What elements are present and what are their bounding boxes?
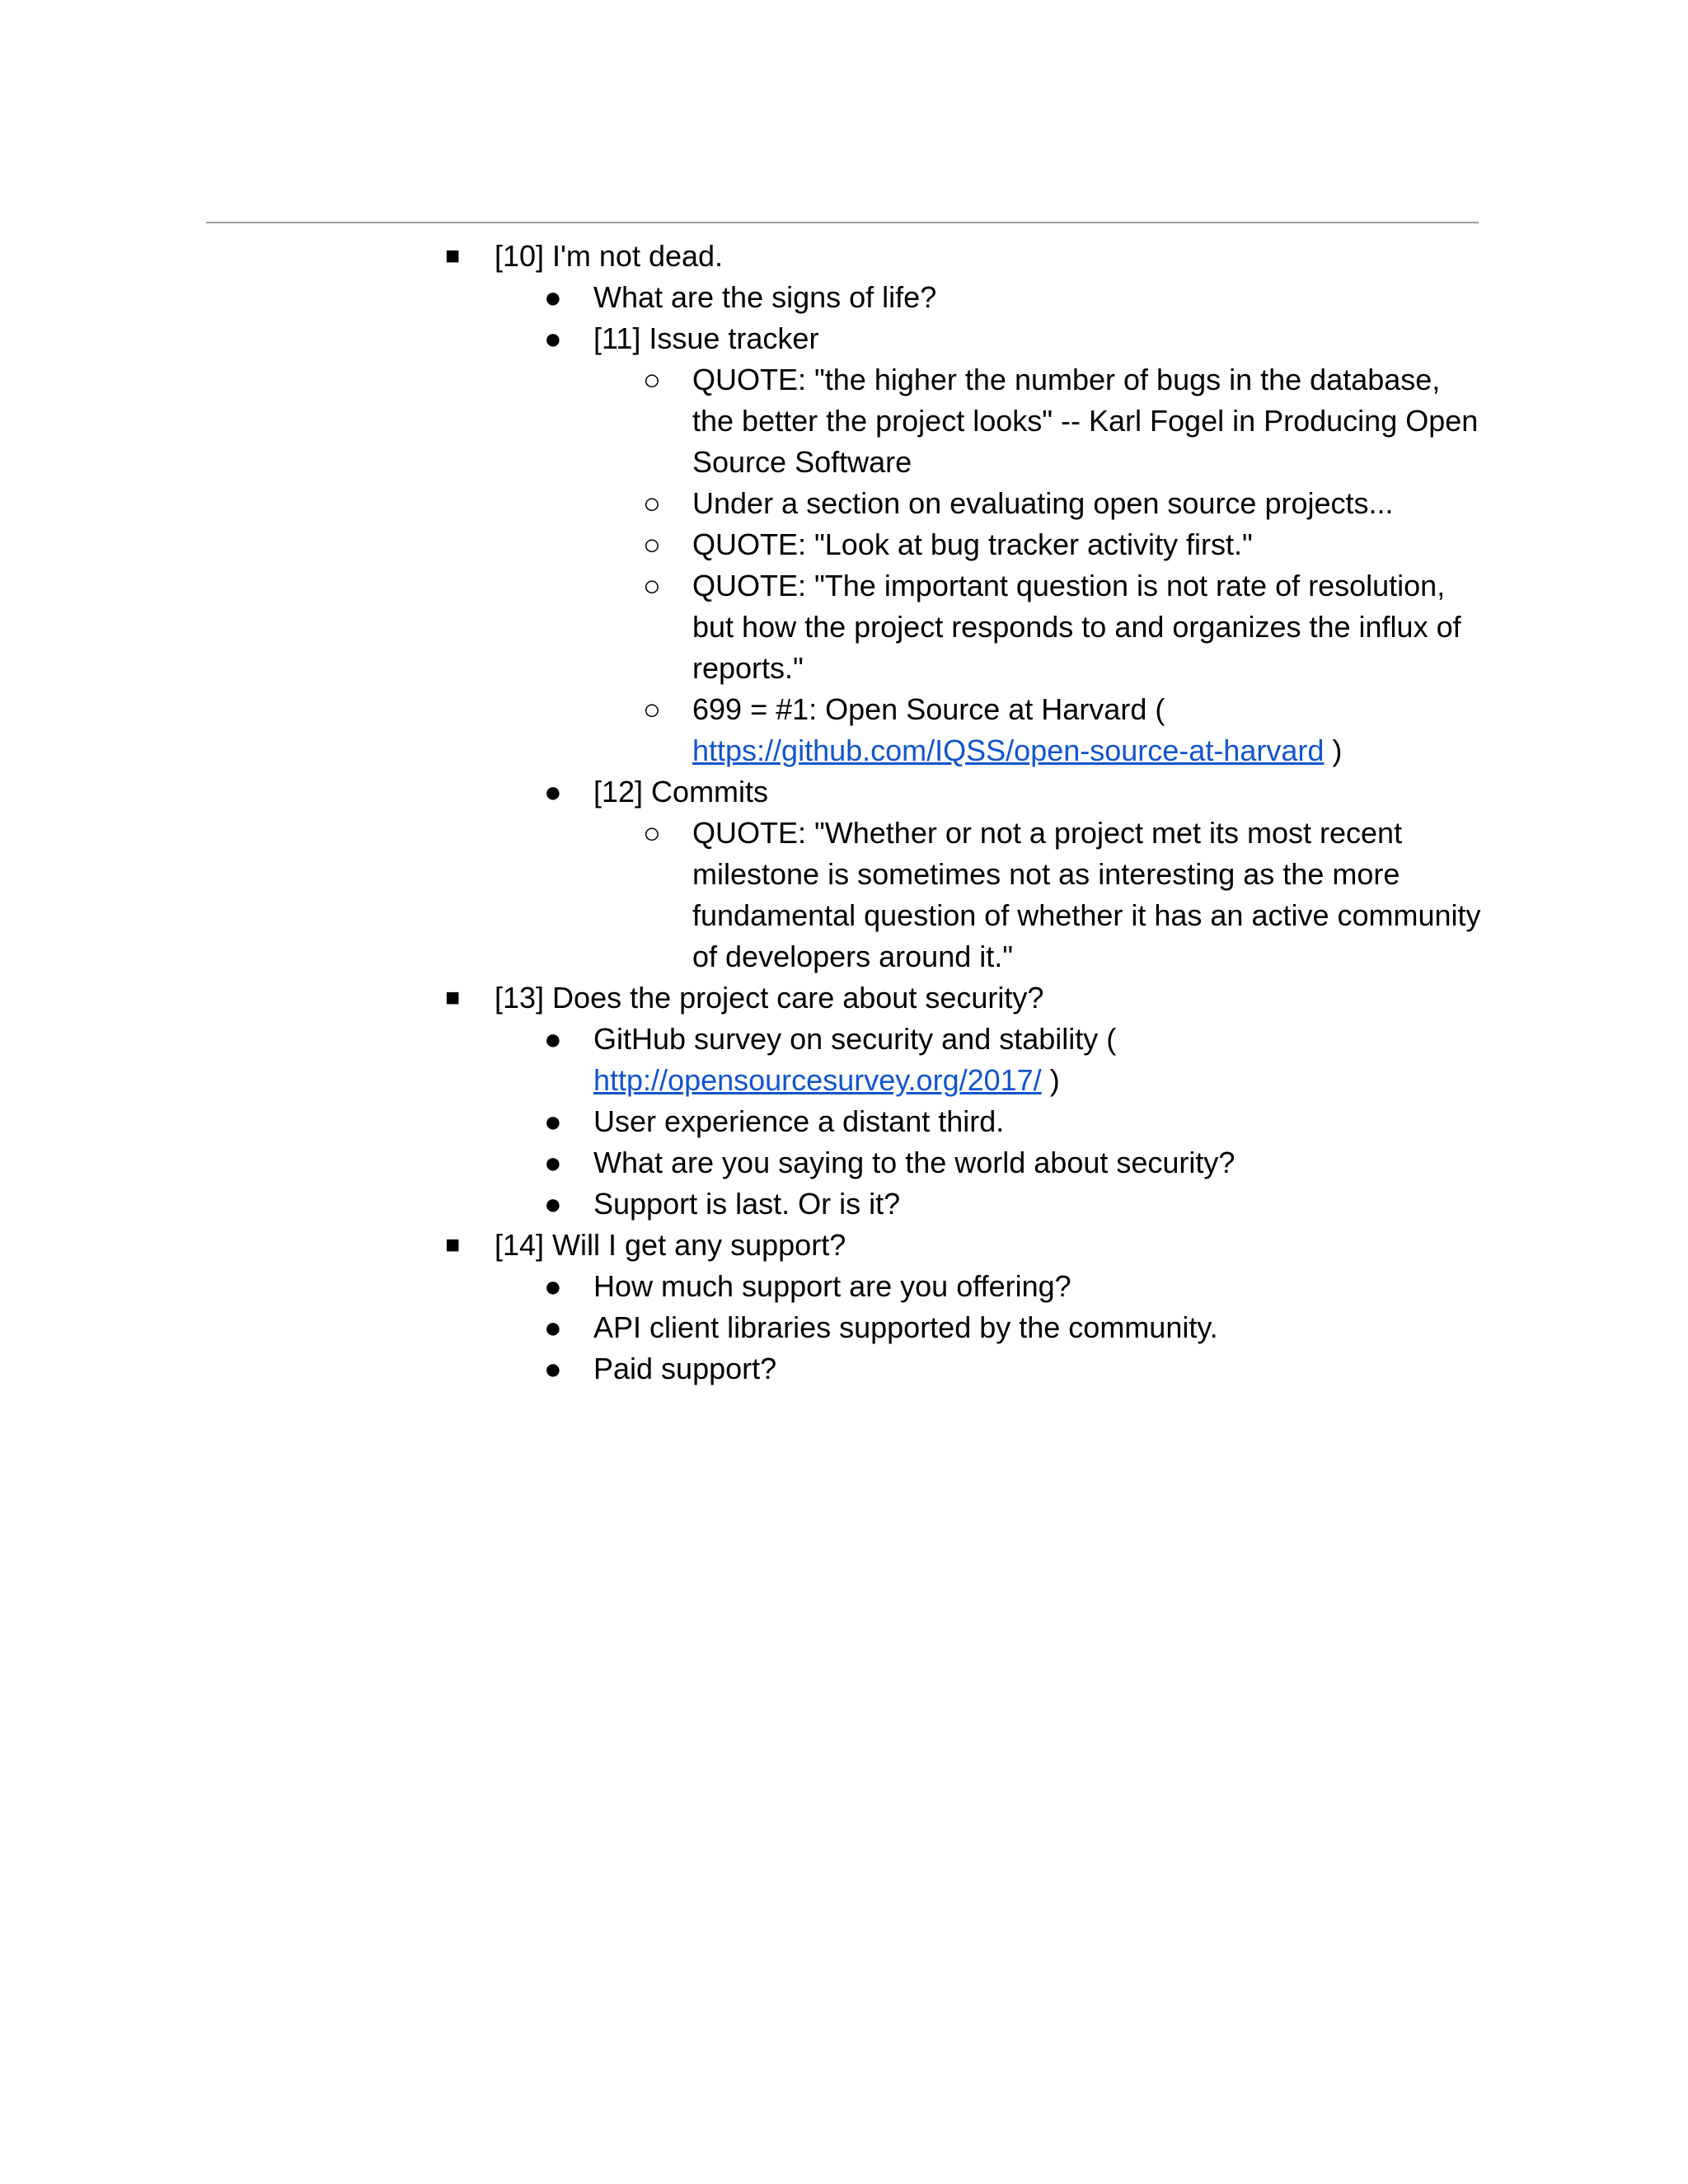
document-body — [0, 236, 1688, 1390]
list-item — [0, 359, 1688, 483]
list-item-text-prefix: GitHub survey on security and stability ( — [593, 1022, 1117, 1056]
list-item — [0, 565, 1688, 689]
dot-bullet: ● — [544, 280, 562, 314]
list-item — [0, 771, 1688, 813]
square-bullet: ■ — [445, 984, 461, 1011]
list-item — [0, 1142, 1688, 1183]
list-item — [0, 1101, 1688, 1142]
circle-bullet: ○ — [643, 569, 661, 602]
list-item-text: [11] Issue tracker — [593, 321, 819, 355]
dot-bullet: ● — [544, 321, 562, 355]
section-heading: [14] Will I get any support? — [495, 1228, 846, 1262]
list-item — [0, 1266, 1688, 1307]
circle-bullet: ○ — [643, 486, 661, 520]
list-item-text: Paid support? — [593, 1352, 777, 1385]
list-item-text: What are the signs of life? — [593, 280, 937, 314]
list-item-text: How much support are you offering? — [593, 1269, 1071, 1303]
dot-bullet: ● — [544, 1146, 562, 1179]
dot-bullet: ● — [544, 1269, 562, 1303]
list-item-text: QUOTE: "Whether or not a project met its most recent milestone is sometimes not as interesting as the more fundamental question of whether it has an active community of developers around it." — [692, 816, 1481, 973]
list-item — [0, 524, 1688, 565]
list-item-text: API client libraries supported by the community. — [593, 1310, 1218, 1344]
list-item-text: What are you saying to the world about security? — [593, 1146, 1236, 1179]
list-item-text: Support is last. Or is it? — [593, 1187, 901, 1221]
list-item — [0, 1307, 1688, 1348]
section-heading: [10] I'm not dead. — [495, 239, 724, 273]
circle-bullet: ○ — [643, 692, 661, 726]
list-item-text: QUOTE: "Look at bug tracker activity first." — [692, 527, 1253, 561]
list-item — [0, 689, 1688, 771]
list-item — [0, 1348, 1688, 1390]
list-item — [0, 236, 1688, 277]
list-item — [0, 1183, 1688, 1225]
list-item — [0, 1019, 1688, 1101]
circle-bullet: ○ — [643, 363, 661, 396]
dot-bullet: ● — [544, 1187, 562, 1221]
page-divider — [206, 222, 1479, 223]
harvard-repo-link[interactable]: https://github.com/IQSS/open-source-at-harvard — [692, 733, 1325, 767]
dot-bullet: ● — [544, 1104, 562, 1138]
list-item-text: QUOTE: "the higher the number of bugs in the database, the better the project looks" -- Karl Fogel in Producing Open Source Software — [692, 363, 1479, 479]
list-item — [0, 1225, 1688, 1266]
dot-bullet: ● — [544, 1022, 562, 1056]
section-heading: [13] Does the project care about security? — [495, 981, 1044, 1015]
dot-bullet: ● — [544, 775, 562, 808]
list-item-text: Under a section on evaluating open source projects... — [692, 486, 1394, 520]
list-item — [0, 483, 1688, 524]
list-item-text: User experience a distant third. — [593, 1104, 1005, 1138]
list-item-text-suffix: ) — [1041, 1063, 1060, 1097]
list-item-text: [12] Commits — [593, 775, 769, 808]
list-item-text — [593, 1019, 1475, 1101]
list-item — [0, 277, 1688, 318]
dot-bullet: ● — [544, 1352, 562, 1385]
square-bullet: ■ — [445, 1231, 461, 1258]
list-item — [0, 977, 1688, 1019]
list-item — [0, 318, 1688, 359]
circle-bullet: ○ — [643, 816, 661, 850]
list-item-text-suffix: ) — [1324, 733, 1343, 767]
list-item-text — [692, 689, 1484, 771]
list-item-text: QUOTE: "The important question is not rate of resolution, but how the project responds to and organizes the influx of reports." — [692, 569, 1461, 685]
square-bullet: ■ — [445, 242, 461, 269]
circle-bullet: ○ — [643, 527, 661, 561]
list-item — [0, 813, 1688, 977]
list-item-text-prefix: 699 = #1: Open Source at Harvard ( — [692, 692, 1165, 726]
survey-link[interactable]: http://opensourcesurvey.org/2017/ — [593, 1063, 1042, 1097]
dot-bullet: ● — [544, 1310, 562, 1344]
